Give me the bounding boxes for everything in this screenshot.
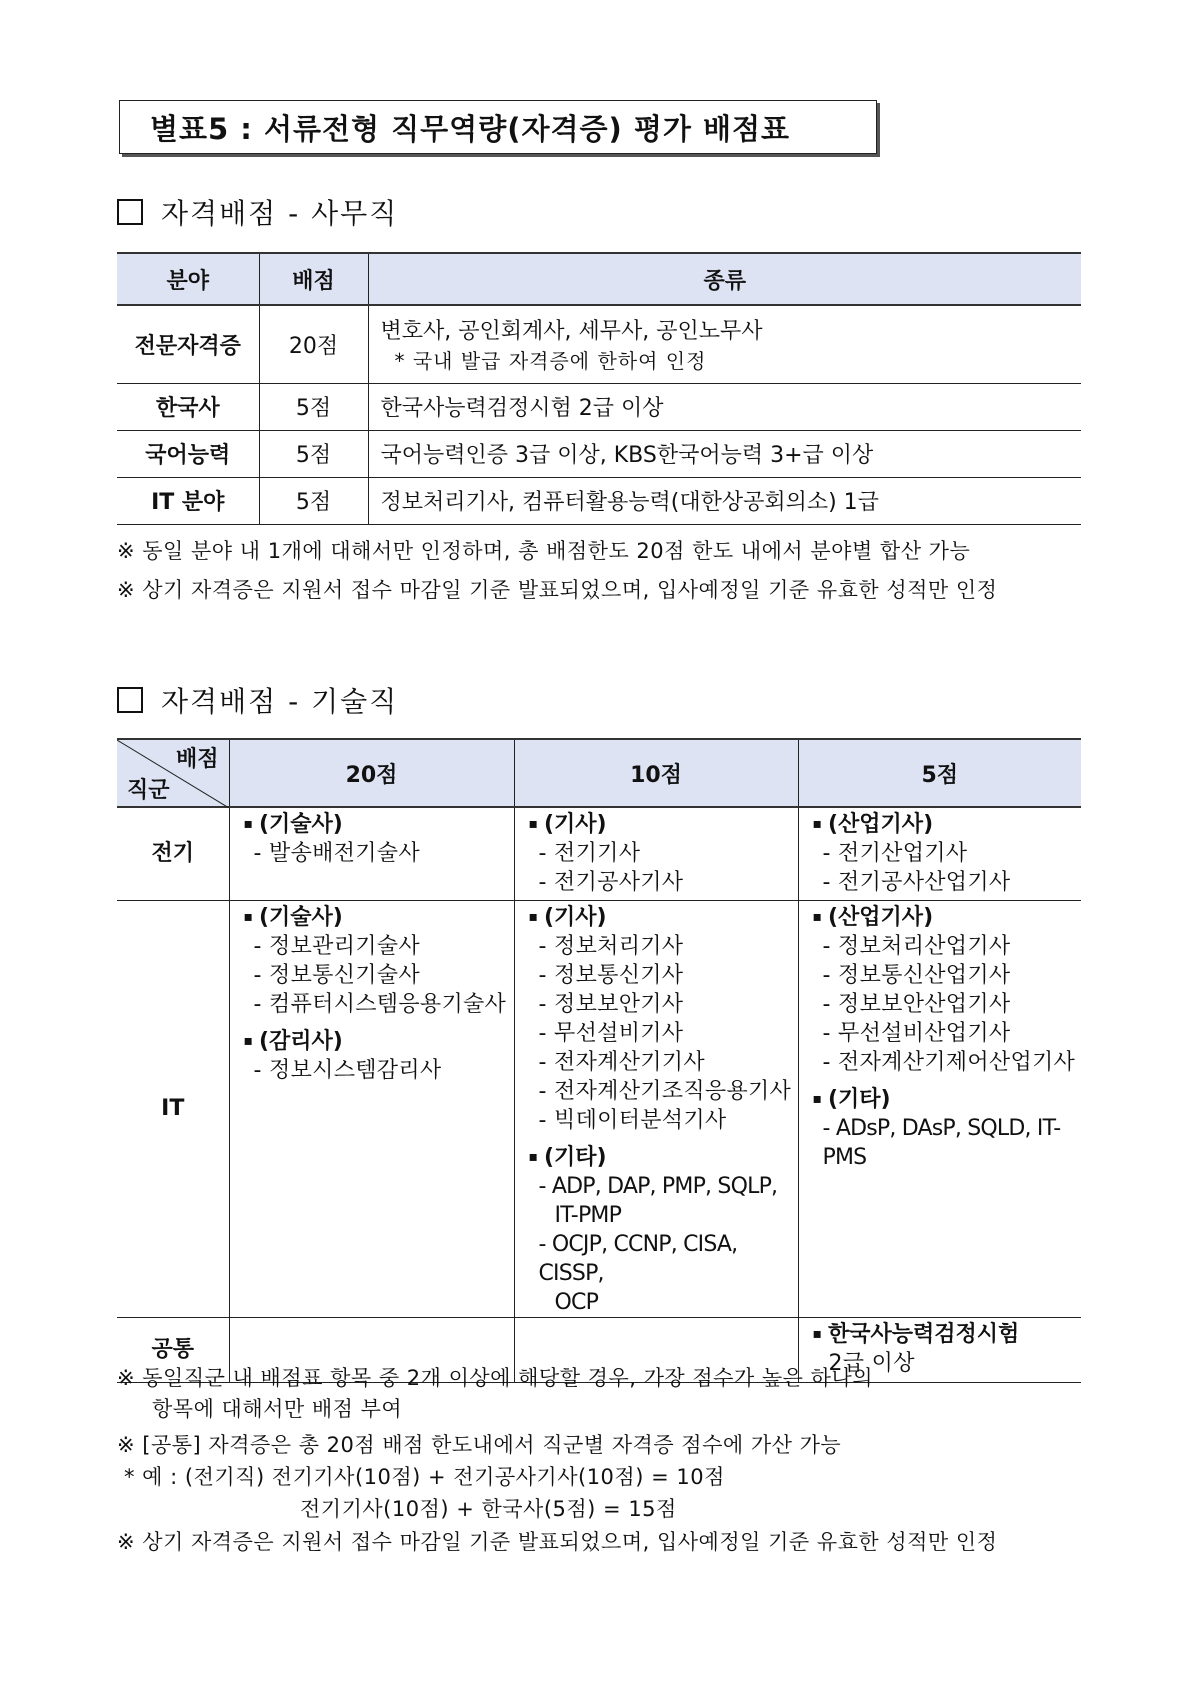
table-row [117,477,1081,524]
corner-label-points: 배점 [175,747,219,772]
table-row [117,900,1081,1317]
cert-item: - 전기공사산업기사 [822,870,1011,895]
cert-cell [229,900,514,1317]
corner-label-job: 직군 [127,778,170,803]
cert-cell [798,900,1081,1317]
cert-group-label: (산업기사) [828,812,934,837]
cert-group [799,903,1082,932]
tech-note-1-cont: 항목에 대해서만 배점 부여 [152,1397,403,1421]
field-cell: IT 분야 [117,477,259,524]
cert-item: - 전자계산기제어산업기사 [822,1049,1076,1075]
cert-group-label: (기타) [828,1086,891,1112]
cert-item: - 정보통신기술사 [253,962,420,988]
cert-group-label: (기술사) [259,812,343,837]
header-field: 분야 [117,253,259,305]
cert-group [799,1085,1082,1114]
section-heading-tech-text: 자격배점 - 기술직 [161,685,399,718]
cert-item: - 무선설비산업기사 [822,1020,1011,1046]
table-row [117,807,1081,900]
checkbox-square-icon [117,199,143,225]
header-10: 10점 [514,739,798,807]
cert-item: - 전자계산기기사 [538,1049,705,1075]
kinds-text: 변호사, 공인회계사, 세무사, 공인노무사 [380,319,763,345]
tech-example-2: 전기기사(10점) + 한국사(5점) = 15점 [300,1497,677,1521]
table-row [117,305,1081,383]
cert-item: - 전기산업기사 [822,841,968,866]
cert-item: - 컴퓨터시스템응용기술사 [253,991,507,1017]
cert-item: OCP [554,1289,599,1315]
cert-group-label: (감리사) [259,1028,343,1054]
points-cell: 5점 [259,430,368,477]
checkbox-square-icon [117,687,143,713]
bullet-square-icon: ▪ [528,1148,538,1165]
cert-item: - 정보시스템감리사 [253,1057,442,1083]
kinds-cell: 국어능력인증 3급 이상, KBS한국어능력 3+급 이상 [368,430,1081,477]
office-note-2: ※ 상기 자격증은 지원서 접수 마감일 기준 발표되었으며, 입사예정일 기준 유효한 성적만 인정 [117,578,998,602]
cert-item: - OCJP, CCNP, CISA, CISSP, [538,1231,738,1286]
cert-group [515,810,798,839]
field-cell: 한국사 [117,383,259,430]
bullet-square-icon: ▪ [243,908,253,925]
bullet-square-icon: ▪ [243,1032,253,1049]
field-cell: 국어능력 [117,430,259,477]
cert-item: IT-PMP [554,1202,622,1228]
bullet-square-icon: ▪ [812,816,822,832]
corner-header-cell [117,739,229,807]
kinds-cell [368,305,1081,383]
cert-group-label: (산업기사) [828,904,934,930]
cert-item: - ADP, DAP, PMP, SQLP, [538,1173,778,1199]
points-cell: 5점 [259,477,368,524]
field-cell: 전문자격증 [117,305,259,383]
table-header-row [117,739,1081,807]
cert-item: - 정보관리기술사 [253,933,420,959]
table-header-row [117,253,1081,305]
cert-item: - 정보통신기사 [538,962,684,988]
bullet-square-icon: ▪ [528,908,538,925]
job-cell: IT [117,900,229,1317]
cert-group-label: (기사) [544,812,607,837]
header-points: 배점 [259,253,368,305]
table-row [117,383,1081,430]
section-heading-tech [117,680,398,720]
cert-group [230,1027,514,1056]
cert-item: 2급 이상 [828,1350,915,1376]
cert-group [799,810,1082,839]
cert-cell [514,900,798,1317]
page-title: 별표5 : 서류전형 직무역량(자격증) 평가 배점표 [119,100,877,154]
cert-cell [798,807,1081,900]
job-cell: 전기 [117,807,229,900]
cert-item: - 빅데이터분석기사 [538,1107,727,1133]
tech-note-3: ※ 상기 자격증은 지원서 접수 마감일 기준 발표되었으며, 입사예정일 기준 유효한 성적만 인정 [117,1530,998,1554]
cert-item: - ADsP, DAsP, SQLD, IT-PMS [822,1115,1061,1170]
header-5: 5점 [798,739,1081,807]
office-score-table [117,252,1081,525]
cert-item: - 무선설비기사 [538,1020,684,1046]
section-heading-office-text: 자격배점 - 사무직 [161,197,399,230]
cert-group [799,1320,1082,1349]
tech-note-2: ※ [공통] 자격증은 총 20점 배점 한도내에서 직군별 자격증 점수에 가산 가능 [117,1433,842,1457]
cert-group-label: (기사) [544,904,607,930]
cert-item: - 전자계산기조직응용기사 [538,1078,792,1104]
cert-cell [229,807,514,900]
header-kinds: 종류 [368,253,1081,305]
bullet-square-icon: ▪ [528,816,538,832]
tech-score-table [117,738,1081,1383]
cert-group-label: (기타) [544,1144,607,1170]
points-cell: 5점 [259,383,368,430]
tech-example-1: * 예 : (전기직) 전기기사(10점) + 전기공사기사(10점) = 10점 [124,1465,725,1489]
cert-item: - 전기기사 [538,841,641,866]
section-heading-office [117,192,398,232]
table-row [117,430,1081,477]
job-cell: 공통 [117,1317,229,1382]
cert-item: - 정보통신산업기사 [822,962,1011,988]
points-cell: 20점 [259,305,368,383]
bullet-square-icon: ▪ [243,816,253,832]
cert-group-label: (기술사) [259,904,343,930]
header-20: 20점 [229,739,514,807]
kinds-subnote: * 국내 발급 자격증에 한하여 인정 [394,349,707,374]
cert-item: - 정보처리기사 [538,933,684,959]
cert-item: - 정보보안기사 [538,991,684,1017]
cert-group [230,903,514,932]
bullet-square-icon: ▪ [812,908,822,925]
office-note-1: ※ 동일 분야 내 1개에 대해서만 인정하며, 총 배점한도 20점 한도 내에서 분야별 합산 가능 [117,539,971,563]
cert-item: - 정보처리산업기사 [822,933,1011,959]
bullet-square-icon: ▪ [812,1090,822,1107]
cert-cell [514,807,798,900]
cert-item: - 정보보안산업기사 [822,991,1011,1017]
cert-group [515,903,798,932]
tech-note-1: ※ 동일직군 내 배점표 항목 중 2개 이상에 해당할 경우, 가장 점수가 높은 하나의 [117,1366,873,1390]
cert-item: - 발송배전기술사 [253,841,420,866]
kinds-cell: 한국사능력검정시험 2급 이상 [368,383,1081,430]
cert-item: - 전기공사기사 [538,870,684,895]
kinds-cell: 정보처리기사, 컴퓨터활용능력(대한상공회의소) 1급 [368,477,1081,524]
cert-group [230,810,514,839]
cert-group [515,1143,798,1172]
bullet-square-icon: ▪ [812,1325,822,1342]
cert-group-label: 한국사능력검정시험 [828,1321,1020,1347]
